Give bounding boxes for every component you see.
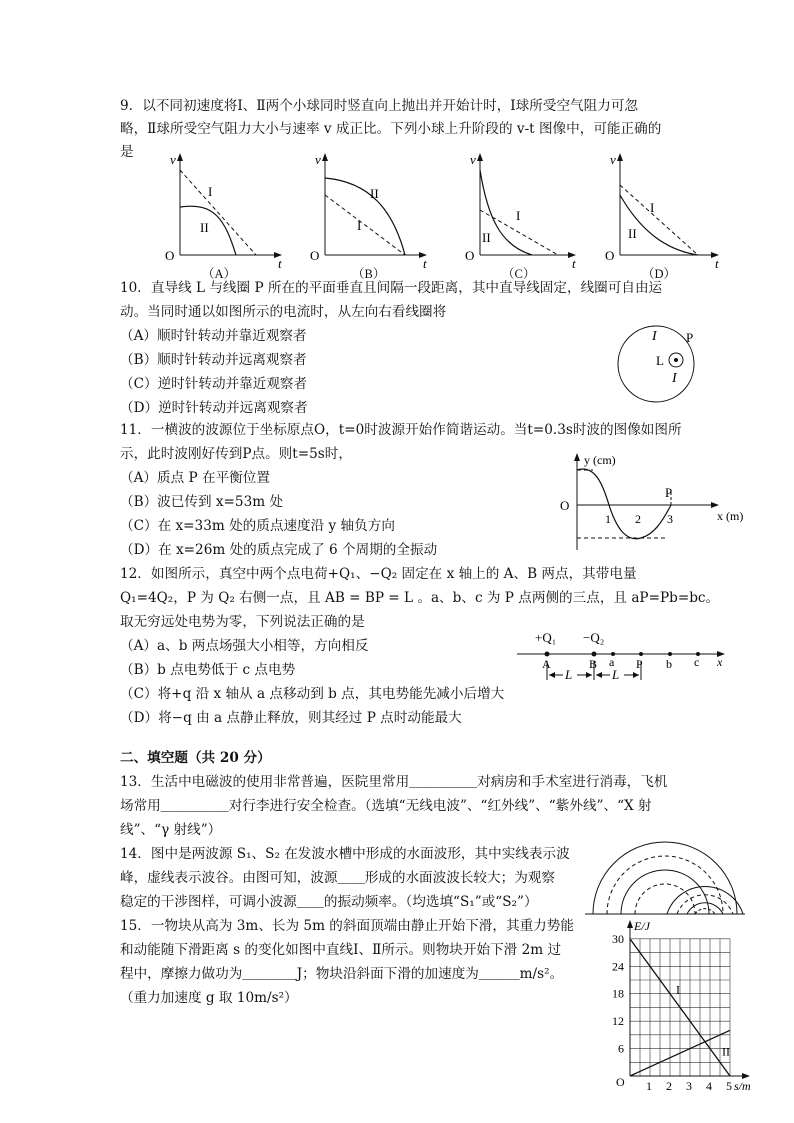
- curve-ii-label: II: [370, 186, 379, 201]
- origin-label: O: [310, 248, 320, 263]
- q10-line1: 10．直导线 L 与线圈 P 所在的平面垂直且间隔一段距离，其中直导线固定，线圈可自由运: [120, 280, 663, 296]
- q13-line2: 场常用＿＿＿＿＿对行李进行安全检查。（选填“无线电波”、“红外线”、“紫外线”、“X 射: [120, 798, 652, 814]
- q11-line1: 11．一横波的波源位于坐标原点O，t=0时波源开始作简谐运动。当t=0.3s时波的图像如图所: [120, 422, 682, 438]
- q13-blank-1[interactable]: ＿＿＿＿＿: [409, 774, 478, 790]
- point-a-label: A: [542, 657, 551, 671]
- x-axis-label: s/m: [734, 1079, 751, 1093]
- curve-i-label: I: [357, 218, 362, 233]
- q9-graph-b: [305, 150, 435, 280]
- q10-option-d: （D）逆时针转动并远离观察者: [120, 400, 308, 416]
- wire-l-label: L: [656, 353, 664, 368]
- q11-option-a: （A）质点 P 在平衡位置: [120, 470, 270, 486]
- axis-t-label: t: [278, 256, 282, 271]
- q14-line3: 稳定的干涉图样，可调小波源＿＿的振动频率。（均选填“S₁”或“S₂”）: [120, 894, 538, 910]
- axis-v-label: v: [470, 152, 476, 167]
- q11-option-d: （D）在 x=26m 处的质点完成了 6 个周期的全振动: [120, 542, 438, 558]
- section-2-title: 二、填空题（共 20 分）: [120, 750, 271, 766]
- charge-q1-label: +Q₁: [535, 630, 557, 645]
- q9-line3: 是: [120, 144, 134, 160]
- q9-graph-c: [460, 150, 590, 280]
- axis-t-label: t: [572, 256, 576, 271]
- q12-line2: Q₁=4Q₂，P 为 Q₂ 右侧一点，且 AB = BP = L 。a、b、c 为 P 点两侧的三点，且 aP=Pb=bc。: [120, 590, 720, 606]
- y-tick-label: 18: [612, 986, 624, 1001]
- q12-line3: 取无穷远处电势为零，下列说法正确的是: [120, 614, 365, 630]
- distance-l-label: L: [565, 667, 573, 682]
- series-label-ii: II: [722, 1044, 730, 1059]
- y-tick-label: 6: [618, 1041, 624, 1056]
- y-axis-label: E/J: [634, 919, 650, 933]
- x-tick-label: 2: [666, 1079, 672, 1093]
- curve-i-label: I: [650, 200, 655, 215]
- q12-axis-figure: [515, 628, 745, 688]
- q14-ripple-figure: [585, 838, 745, 918]
- q10-option-c: （C）逆时针转动并靠近观察者: [120, 376, 308, 392]
- y-tick-label: 12: [612, 1014, 624, 1029]
- q9-graph-b-label: （B）: [352, 267, 386, 281]
- q11-wave-figure: [555, 450, 745, 555]
- coil-p-label: P: [686, 330, 694, 345]
- point-b-label: B: [589, 657, 598, 671]
- q12-option-c: （C）将+q 沿 x 轴从 a 点移动到 b 点，其电势能先减小后增大: [120, 686, 505, 702]
- x-tick-label: 3: [686, 1079, 692, 1093]
- q9-graph-c-label: （C）: [502, 267, 536, 281]
- q9-graph-a-label: （A）: [202, 267, 237, 281]
- q12-option-d: （D）将−q 由 a 点静止释放，则其经过 P 点时动能最大: [120, 710, 462, 726]
- q10-option-b: （B）顺时针转动并远离观察者: [120, 352, 307, 368]
- tick-3: 3: [667, 512, 673, 526]
- q9-line1: 9．以不同初速度将Ⅰ、Ⅱ两个小球同时竖直向上抛出并开始计时，Ⅰ球所受空气阻力可忽: [120, 98, 639, 114]
- current-i-label-2: I: [672, 371, 677, 386]
- curve-ii-label: II: [200, 220, 209, 235]
- q15-line4: （重力加速度 g 取 10m/s²）: [120, 990, 298, 1006]
- q11-line2: 示，此时波刚好传到P点。则t=5s时，: [120, 446, 352, 462]
- q14-blank-1[interactable]: ＿＿: [337, 870, 365, 886]
- q13-blank-2[interactable]: ＿＿＿＿＿: [160, 798, 229, 814]
- energy-chart: [602, 918, 772, 1093]
- curve-ii-label: II: [482, 230, 491, 245]
- axis-t-label: t: [715, 256, 719, 271]
- y-tick-label: 30: [612, 931, 624, 946]
- y-axis-arrow: [627, 920, 633, 928]
- q12-option-b: （B）b 点电势低于 c 点电势: [120, 662, 296, 678]
- q14-line2: 峰，虚线表示波谷。由图可知，波源＿＿形成的水面波波长较大；为观察: [120, 870, 555, 886]
- curve-ii-label: II: [628, 226, 637, 241]
- curve-i-label: I: [208, 184, 213, 199]
- current-i-label: I: [652, 329, 657, 344]
- y-axis-label: y (cm): [584, 453, 616, 467]
- x-axis-label: x (m): [717, 509, 744, 523]
- origin-label: O: [605, 248, 615, 263]
- q15-line1: 15．一物块从高为 3m、长为 5m 的斜面顶端由静止开始下滑，其重力势能: [120, 918, 574, 934]
- x-axis-label: x: [717, 655, 723, 669]
- q9-graph-d-label: （D）: [642, 267, 677, 281]
- axis-t-label: t: [423, 256, 427, 271]
- series-label-i: I: [676, 982, 680, 997]
- origin-label: O: [616, 1075, 625, 1089]
- q13-line1: 13．生活中电磁波的使用非常普遍，医院里常用＿＿＿＿＿对病房和手术室进行消毒，飞机: [120, 774, 668, 790]
- q9-graph-d: [600, 150, 730, 280]
- curve-i-label: I: [516, 208, 521, 223]
- x-tick-label: 4: [706, 1079, 712, 1093]
- y-tick-label: 24: [612, 959, 624, 974]
- charge-q2-label: −Q₂: [583, 630, 605, 645]
- point-p-label: P: [636, 657, 643, 671]
- q11-option-c: （C）在 x=33m 处的质点速度沿 y 轴负方向: [120, 518, 395, 534]
- q12-line1: 12．如图所示，真空中两个点电荷+Q₁、−Q₂ 固定在 x 轴上的 A、B 两点，其带电量: [120, 566, 637, 582]
- q14-line1: 14．图中是两波源 S₁、S₂ 在发波水槽中形成的水面波形，其中实线表示波: [120, 846, 570, 862]
- origin-label: O: [465, 248, 475, 263]
- tick-2: 2: [635, 512, 641, 526]
- q15-line2: 和动能随下滑距离 s 的变化如图中直线Ⅰ、Ⅱ所示。则物块开始下滑 2m 过: [120, 942, 562, 958]
- q13-line3: 线”、“γ 射线”）: [120, 822, 222, 838]
- point-c-label: c: [694, 655, 700, 669]
- q15-blank-1[interactable]: ＿＿＿＿: [242, 966, 297, 982]
- origin-label: O: [165, 248, 175, 263]
- origin-label: O: [560, 498, 570, 513]
- point-small-a-label: a: [609, 655, 615, 669]
- q10-figure: [610, 318, 720, 418]
- axis-v-label: v: [610, 152, 616, 167]
- x-tick-label: 5: [726, 1079, 732, 1093]
- axis-v-label: v: [170, 152, 176, 167]
- axis-v-label: v: [315, 152, 321, 167]
- distance-l-label-2: L: [612, 667, 620, 682]
- q11-option-b: （B）波已传到 x=53m 处: [120, 494, 284, 510]
- point-small-b-label: b: [666, 657, 672, 671]
- x-tick-label: 1: [646, 1079, 652, 1093]
- q9-line2: 略，Ⅱ球所受空气阻力大小与速率 v 成正比。下列小球上升阶段的 v-t 图像中，可能正确的: [120, 121, 662, 137]
- q9-graph-a: [160, 150, 290, 280]
- tick-1: 1: [605, 512, 611, 526]
- point-p-label: P: [665, 485, 673, 500]
- q10-option-a: （A）顺时针转动并靠近观察者: [120, 328, 307, 344]
- q15-line3: 程中，摩擦力做功为＿＿＿＿J；物块沿斜面下滑的加速度为＿＿＿m/s²。: [120, 966, 564, 982]
- q15-blank-2[interactable]: ＿＿＿: [478, 966, 520, 982]
- q14-blank-2[interactable]: ＿＿: [296, 894, 324, 910]
- q10-line2: 动。当同时通以如图所示的电流时，从左向右看线圈将: [120, 304, 447, 320]
- q12-option-a: （A）a、b 两点场强大小相等，方向相反: [120, 638, 369, 654]
